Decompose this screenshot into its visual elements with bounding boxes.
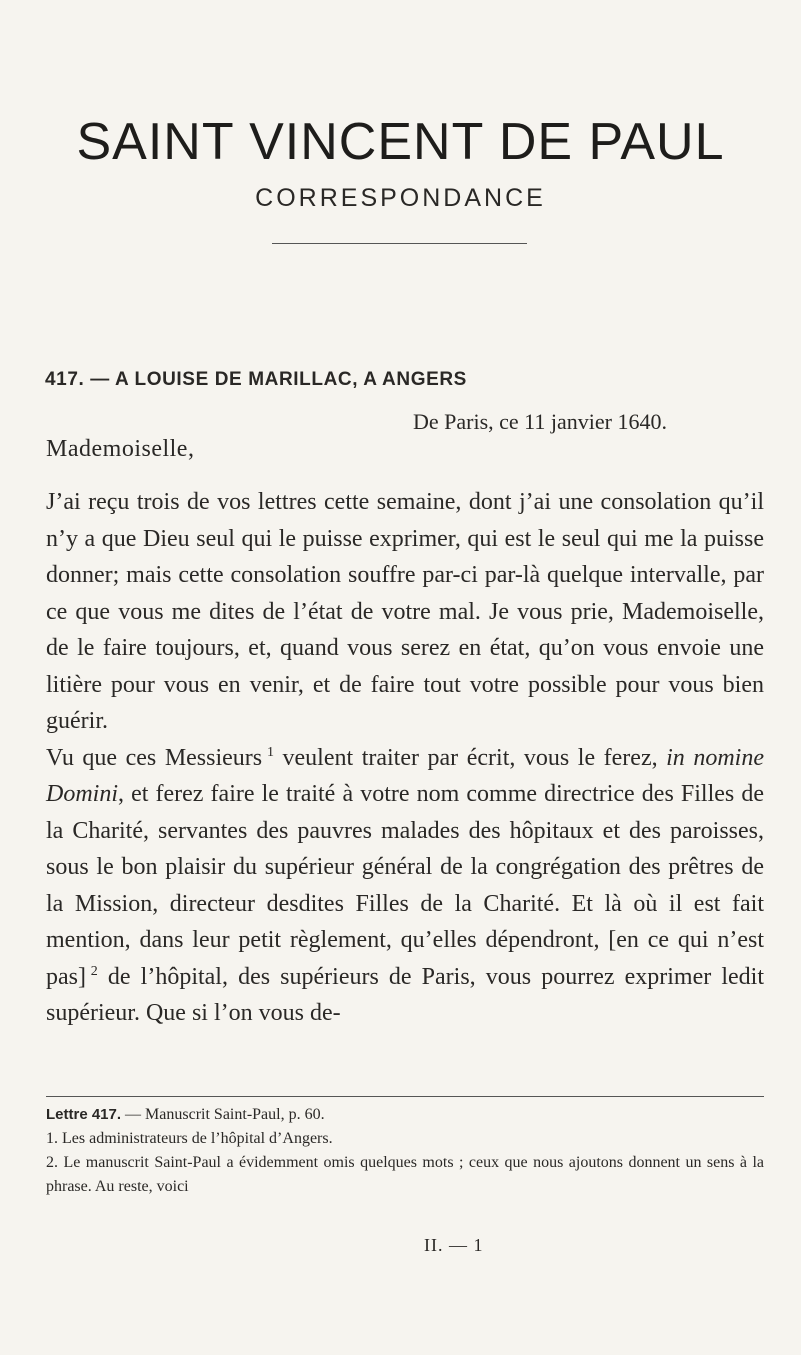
source-text: — Manuscrit Saint-Paul, p. 60. [121, 1106, 325, 1123]
paragraph-2-end: de l’hôpital, des supérieurs de Paris, vous pourrez exprimer ledit supérieur. Que si l’on vous de- [46, 963, 764, 1026]
page-signature: II. — 1 [424, 1235, 484, 1255]
footnote-mark-1: 1 [266, 744, 274, 760]
letter-body [46, 484, 764, 1032]
book-title: SAINT VINCENT DE PAUL [76, 113, 725, 171]
letter-paragraph-2 [46, 740, 764, 1032]
footnote-rule [46, 1096, 764, 1097]
footnote-1: 1. Les administrateurs de l’hôpital d’Angers. [46, 1130, 333, 1147]
header-rule [272, 243, 527, 244]
footnote-mark-2: 2 [90, 963, 98, 979]
paragraph-2-continued: , et ferez faire le traité à votre nom comme directrice des Filles de la Charité, servantes des pauvres malades des hôpitaux et des paroisses, sous le bon plaisir du supérieur général de la congrégation des prêtres de la Mission, directeur desdites Filles de la Charité. Et là où il est fait mention, dans leur petit règlement, qu’elles dépendront, [en ce qui n’est pas] [46, 781, 764, 990]
letter-salutation: Mademoiselle, [46, 436, 195, 462]
latin-phrase: in nomine Domini [46, 744, 765, 807]
paragraph-2-start: Vu que ces Messieurs [46, 744, 263, 771]
footnote-2: 2. Le manuscrit Saint-Paul a évidemment omis quelques mots ; ceux que nous ajoutons donnent un sens à la phrase. Au reste, voici [46, 1154, 764, 1195]
book-subtitle: CORRESPONDANCE [255, 184, 546, 212]
footnotes [46, 1103, 764, 1199]
letter-heading: 417. — A LOUISE DE MARILLAC, A ANGERS [45, 369, 467, 390]
source-label: Lettre 417. [46, 1106, 122, 1123]
paragraph-2-text: veulent traiter par écrit, vous le ferez, [273, 744, 667, 771]
letter-dateline: De Paris, ce 11 janvier 1640. [413, 409, 667, 434]
letter-paragraph-1: J’ai reçu trois de vos lettres cette semaine, dont j’ai une consolation qu’il n’y a que Dieu seul qui le puisse exprimer, qui est le seul qui me la puisse donner; mais cette consolation souffre par-ci par-là quelque intervalle, par ce que vous me dites de l’état de votre mal. Je vous prie, Mademoiselle, de le faire toujours, et, quand vous serez en état, qu’on vous envoie une litière pour vous en venir, et de faire tout votre possible pour vous bien guérir. [46, 489, 764, 734]
source-note [46, 1103, 764, 1127]
